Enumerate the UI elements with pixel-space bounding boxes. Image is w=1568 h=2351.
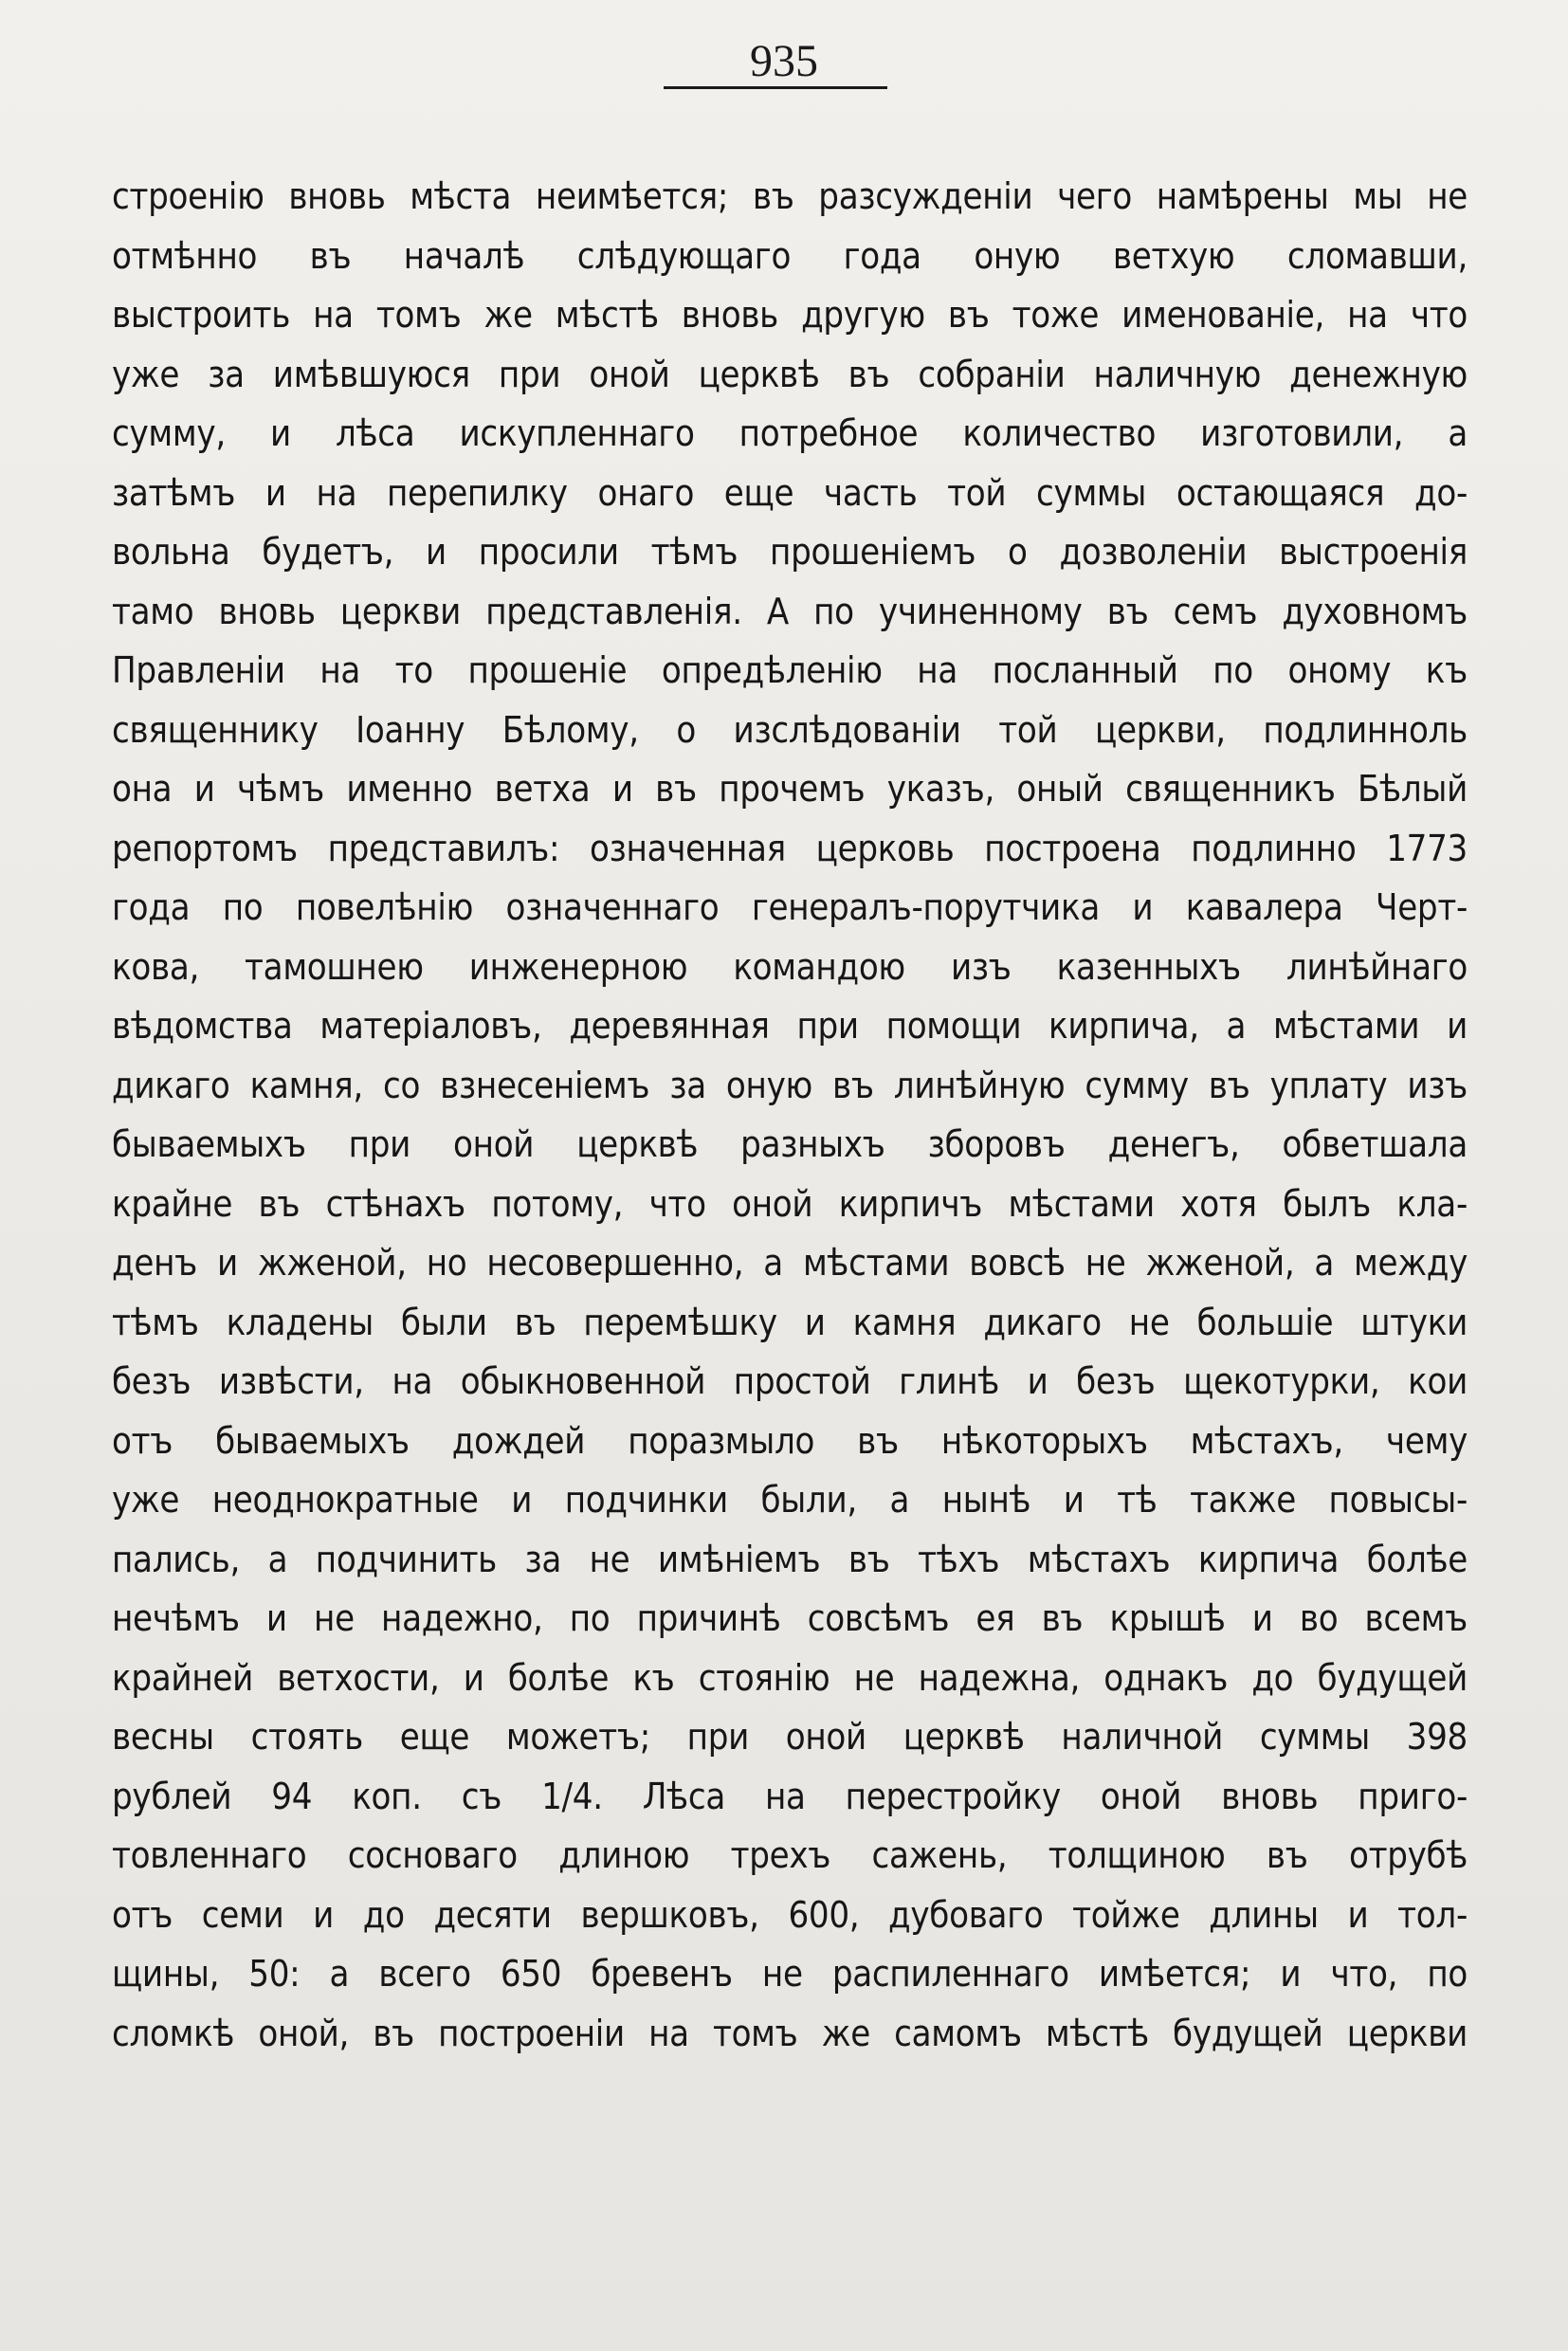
- text-line: безъ извѣсти, на обыкновенной простой глинѣ и безъ щекотурки, кои: [112, 1360, 1468, 1402]
- body-text: [112, 167, 1468, 2063]
- text-line: кова, тамошнею инженерною командою изъ казенныхъ линѣйнаго: [112, 945, 1468, 988]
- text-line: сломкѣ оной, въ построеніи на томъ же самомъ мѣстѣ будущей церкви: [112, 2012, 1468, 2054]
- text-line: уже за имѣвшуюся при оной церквѣ въ собраніи наличную денежную: [112, 353, 1468, 395]
- text-line: она и чѣмъ именно ветха и въ прочемъ указъ, оный священникъ Бѣлый: [112, 768, 1468, 810]
- page-number-underline: [664, 86, 887, 89]
- text-line: нечѣмъ и не надежно, по причинѣ совсѣмъ ея въ крышѣ и во всемъ: [112, 1597, 1468, 1639]
- text-line: Правленіи на то прошеніе опредѣленію на посланный по оному къ: [112, 649, 1468, 691]
- text-line: отмѣнно въ началѣ слѣдующаго года оную ветхую сломавши,: [112, 234, 1468, 277]
- text-line: денъ и жженой, но несовершенно, а мѣстами вовсѣ не жженой, а между: [112, 1242, 1468, 1284]
- text-line: отъ семи и до десяти вершковъ, 600, дубоваго тойже длины и тол-: [112, 1893, 1468, 1936]
- text-line: тамо вновь церкви представленія. А по учиненному въ семъ духовномъ: [112, 590, 1468, 632]
- text-line: пались, а подчинить за не имѣніемъ въ тѣхъ мѣстахъ кирпича болѣе: [112, 1538, 1468, 1580]
- text-line: выстроить на томъ же мѣстѣ вновь другую въ тоже именованіе, на что: [112, 294, 1468, 336]
- text-line: репортомъ представилъ: означенная церковь построена подлинно 1773: [112, 827, 1468, 869]
- text-line: крайней ветхости, и болѣе къ стоянію не надежна, однакъ до будущей: [112, 1656, 1468, 1699]
- text-line: бываемыхъ при оной церквѣ разныхъ зборовъ денегъ, обветшала: [112, 1123, 1468, 1165]
- text-line: священнику Іоанну Бѣлому, о изслѣдованіи той церкви, подлинноль: [112, 708, 1468, 751]
- text-line: рублей 94 коп. съ 1/4. Лѣса на перестройку оной вновь приго-: [112, 1775, 1468, 1817]
- text-line: щины, 50: а всего 650 бревенъ не распиленнаго имѣется; и что, по: [112, 1953, 1468, 1995]
- text-line: вольна будетъ, и просили тѣмъ прошеніемъ о дозволеніи выстроенія: [112, 531, 1468, 573]
- text-line: крайне въ стѣнахъ потому, что оной кирпичъ мѣстами хотя былъ кла-: [112, 1182, 1468, 1225]
- text-line: года по повелѣнію означеннаго генералъ-порутчика и кавалера Черт-: [112, 886, 1468, 928]
- text-line: весны стоять еще можетъ; при оной церквѣ наличной суммы 398: [112, 1716, 1468, 1758]
- text-line: товленнаго сосноваго длиною трехъ сажень, толщиною въ отрубѣ: [112, 1834, 1468, 1876]
- text-line: затѣмъ и на перепилку онаго еще часть той суммы остающаяся до-: [112, 471, 1468, 514]
- text-line: дикаго камня, со взнесеніемъ за оную въ линѣйную сумму въ уплату изъ: [112, 1064, 1468, 1106]
- text-line: отъ бываемыхъ дождей поразмыло въ нѣкоторыхъ мѣстахъ, чему: [112, 1419, 1468, 1462]
- text-line: сумму, и лѣса искупленнаго потребное количество изготовили, а: [112, 412, 1468, 454]
- text-line: вѣдомства матеріаловъ, деревянная при помощи кирпича, а мѣстами и: [112, 1005, 1468, 1047]
- page-number: 935: [750, 36, 818, 86]
- text-line: строенію вновь мѣста неимѣется; въ разсужденіи чего намѣрены мы не: [112, 175, 1468, 217]
- text-line: уже неоднократные и подчинки были, а нынѣ и тѣ также повысы-: [112, 1479, 1468, 1521]
- text-line: тѣмъ кладены были въ перемѣшку и камня дикаго не большіе штуки: [112, 1301, 1468, 1343]
